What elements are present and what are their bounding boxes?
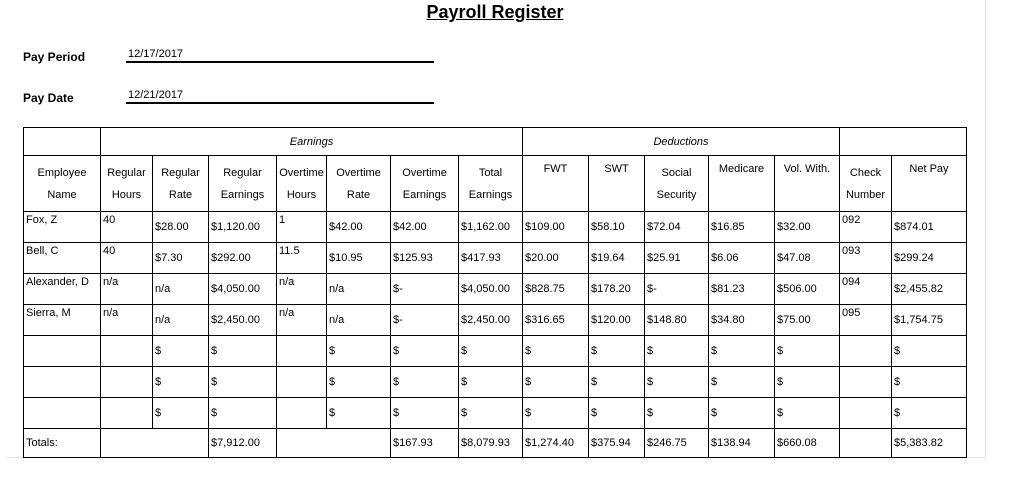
group-spacer bbox=[840, 128, 967, 156]
cell-check[interactable] bbox=[840, 398, 892, 429]
column-header-sublabel: Earnings bbox=[468, 188, 513, 201]
cell-check[interactable]: 094 bbox=[840, 274, 892, 305]
column-header-label: Overtime bbox=[336, 166, 381, 179]
cell-fwt[interactable]: $ bbox=[523, 336, 589, 367]
pay-period-value[interactable]: 12/17/2017 bbox=[126, 48, 434, 63]
cell-ss[interactable]: $72.04 bbox=[645, 212, 709, 243]
cell-vol[interactable]: $ bbox=[775, 367, 840, 398]
column-header-sublabel: Earnings bbox=[402, 188, 447, 201]
earnings-group-header: Earnings bbox=[101, 128, 523, 156]
column-header-label: SWT bbox=[604, 163, 629, 175]
column-header-sublabel: Name bbox=[47, 188, 77, 201]
total-social-security: $246.75 bbox=[645, 429, 709, 458]
table-row bbox=[24, 243, 967, 274]
total-medicare: $138.94 bbox=[709, 429, 775, 458]
cell-ot_rate[interactable]: $42.00 bbox=[327, 212, 391, 243]
cell-name[interactable] bbox=[24, 367, 101, 398]
totals-row bbox=[24, 429, 967, 458]
cell-ot_hours[interactable]: 11.5 bbox=[277, 243, 327, 274]
cell-medicare[interactable]: $81.23 bbox=[709, 274, 775, 305]
table-row bbox=[24, 367, 967, 398]
cell-ot_rate[interactable]: $ bbox=[327, 367, 391, 398]
cell-total[interactable]: $1,162.00 bbox=[459, 212, 523, 243]
totals-label: Totals: bbox=[24, 429, 101, 458]
cell-swt[interactable]: $ bbox=[589, 398, 645, 429]
column-header-label: Employee bbox=[37, 166, 87, 179]
cell-ot_rate[interactable]: n/a bbox=[327, 305, 391, 336]
cell-check[interactable]: 095 bbox=[840, 305, 892, 336]
cell-total[interactable]: $417.93 bbox=[459, 243, 523, 274]
cell-total[interactable]: $2,450.00 bbox=[459, 305, 523, 336]
total-vol-with: $660.08 bbox=[775, 429, 840, 458]
cell-fwt[interactable]: $109.00 bbox=[523, 212, 589, 243]
cell-swt[interactable]: $19.64 bbox=[589, 243, 645, 274]
cell-ss[interactable]: $ bbox=[645, 336, 709, 367]
cell-total[interactable]: $ bbox=[459, 367, 523, 398]
column-header-row bbox=[24, 156, 967, 212]
empty-cell bbox=[840, 429, 892, 458]
group-header-row bbox=[24, 128, 967, 156]
deductions-group-header: Deductions bbox=[523, 128, 840, 156]
pay-date-value[interactable]: 12/21/2017 bbox=[126, 89, 434, 104]
cell-reg_hours[interactable] bbox=[101, 336, 153, 367]
cell-check[interactable] bbox=[840, 367, 892, 398]
table-row bbox=[24, 398, 967, 429]
column-header-sublabel: Hours bbox=[111, 188, 142, 201]
cell-name[interactable] bbox=[24, 398, 101, 429]
table-row bbox=[24, 336, 967, 367]
column-header-vol bbox=[775, 156, 840, 212]
cell-reg_hours[interactable]: n/a bbox=[101, 305, 153, 336]
column-header-label: Regular bbox=[161, 166, 200, 179]
cell-reg_rate[interactable]: $28.00 bbox=[153, 212, 209, 243]
cell-name[interactable]: Fox, Z bbox=[24, 212, 101, 243]
cell-fwt[interactable]: $20.00 bbox=[523, 243, 589, 274]
column-header-ot_rate bbox=[327, 156, 391, 212]
cell-reg_hours[interactable]: n/a bbox=[101, 274, 153, 305]
cell-vol[interactable]: $32.00 bbox=[775, 212, 840, 243]
cell-ot_hours[interactable] bbox=[277, 367, 327, 398]
cell-swt[interactable]: $ bbox=[589, 336, 645, 367]
cell-reg_hours[interactable] bbox=[101, 367, 153, 398]
column-header-swt bbox=[589, 156, 645, 212]
cell-medicare[interactable]: $ bbox=[709, 367, 775, 398]
column-header-label: Social bbox=[661, 166, 692, 179]
group-spacer bbox=[24, 128, 101, 156]
column-header-sublabel: Security bbox=[656, 188, 697, 201]
cell-net[interactable]: $ bbox=[892, 367, 967, 398]
cell-ot_rate[interactable]: n/a bbox=[327, 274, 391, 305]
cell-medicare[interactable]: $34.80 bbox=[709, 305, 775, 336]
column-header-sublabel: Hours bbox=[286, 188, 317, 201]
cell-reg_rate[interactable]: n/a bbox=[153, 305, 209, 336]
cell-reg_rate[interactable]: $ bbox=[153, 367, 209, 398]
cell-ot_earn[interactable]: $ bbox=[391, 398, 459, 429]
column-header-sublabel: Earnings bbox=[220, 188, 265, 201]
table-row bbox=[24, 305, 967, 336]
cell-swt[interactable]: $120.00 bbox=[589, 305, 645, 336]
cell-reg_earn[interactable]: $ bbox=[209, 398, 277, 429]
column-header-sublabel: Rate bbox=[346, 188, 371, 201]
cell-reg_hours[interactable]: 40 bbox=[101, 212, 153, 243]
column-header-label: Medicare bbox=[718, 163, 765, 175]
cell-check[interactable] bbox=[840, 336, 892, 367]
column-header-reg_rate bbox=[153, 156, 209, 212]
cell-reg_earn[interactable]: $ bbox=[209, 336, 277, 367]
cell-fwt[interactable]: $316.65 bbox=[523, 305, 589, 336]
table-row bbox=[24, 212, 967, 243]
cell-ot_rate[interactable]: $10.95 bbox=[327, 243, 391, 274]
cell-reg_rate[interactable]: $7.30 bbox=[153, 243, 209, 274]
cell-ss[interactable]: $- bbox=[645, 274, 709, 305]
cell-reg_rate[interactable]: $ bbox=[153, 336, 209, 367]
column-header-ot_earn bbox=[391, 156, 459, 212]
cell-medicare[interactable]: $ bbox=[709, 398, 775, 429]
cell-ot_rate[interactable]: $ bbox=[327, 336, 391, 367]
column-header-check bbox=[840, 156, 892, 212]
cell-swt[interactable]: $58.10 bbox=[589, 212, 645, 243]
cell-ot_rate[interactable]: $ bbox=[327, 398, 391, 429]
cell-ss[interactable]: $ bbox=[645, 367, 709, 398]
cell-ot_hours[interactable] bbox=[277, 398, 327, 429]
cell-total[interactable]: $4,050.00 bbox=[459, 274, 523, 305]
cell-net[interactable]: $299.24 bbox=[892, 243, 967, 274]
cell-fwt[interactable]: $ bbox=[523, 398, 589, 429]
empty-cell bbox=[277, 429, 391, 458]
column-header-label: FWT bbox=[543, 163, 568, 175]
cell-vol[interactable]: $ bbox=[775, 336, 840, 367]
cell-reg_earn[interactable]: $2,450.00 bbox=[209, 305, 277, 336]
pay-period-label: Pay Period bbox=[23, 50, 86, 64]
cell-net[interactable]: $1,754.75 bbox=[892, 305, 967, 336]
column-header-ot_hours bbox=[277, 156, 327, 212]
cell-ss[interactable]: $25.91 bbox=[645, 243, 709, 274]
pay-date-label: Pay Date bbox=[23, 91, 74, 105]
column-header-sublabel: Rate bbox=[168, 188, 193, 201]
total-earnings: $8,079.93 bbox=[459, 429, 523, 458]
empty-cell bbox=[101, 429, 209, 458]
page-title: Payroll Register bbox=[426, 2, 564, 22]
cell-ot_earn[interactable]: $ bbox=[391, 367, 459, 398]
cell-total[interactable]: $ bbox=[459, 398, 523, 429]
cell-fwt[interactable]: $828.75 bbox=[523, 274, 589, 305]
cell-ot_hours[interactable]: n/a bbox=[277, 274, 327, 305]
cell-medicare[interactable]: $16.85 bbox=[709, 212, 775, 243]
cell-reg_earn[interactable]: $1,120.00 bbox=[209, 212, 277, 243]
column-header-ss bbox=[645, 156, 709, 212]
column-header-label: Overtime bbox=[279, 166, 324, 179]
cell-net[interactable]: $874.01 bbox=[892, 212, 967, 243]
cell-swt[interactable]: $178.20 bbox=[589, 274, 645, 305]
column-header-label: Total bbox=[478, 166, 503, 179]
cell-medicare[interactable]: $ bbox=[709, 336, 775, 367]
column-header-label: Regular bbox=[223, 166, 262, 179]
total-fwt: $1,274.40 bbox=[523, 429, 589, 458]
column-header-label: Net Pay bbox=[909, 163, 949, 175]
column-header-fwt bbox=[523, 156, 589, 212]
cell-reg_rate[interactable]: n/a bbox=[153, 274, 209, 305]
total-swt: $375.94 bbox=[589, 429, 645, 458]
cell-reg_hours[interactable]: 40 bbox=[101, 243, 153, 274]
cell-reg_rate[interactable]: $ bbox=[153, 398, 209, 429]
cell-net[interactable]: $2,455.82 bbox=[892, 274, 967, 305]
cell-ss[interactable]: $148.80 bbox=[645, 305, 709, 336]
column-header-sublabel: Number bbox=[845, 188, 886, 201]
cell-ot_hours[interactable]: 1 bbox=[277, 212, 327, 243]
cell-reg_earn[interactable]: $292.00 bbox=[209, 243, 277, 274]
total-regular-earnings: $7,912.00 bbox=[209, 429, 277, 458]
column-header-total bbox=[459, 156, 523, 212]
column-header-label: Vol. With. bbox=[783, 163, 831, 175]
cell-net[interactable]: $ bbox=[892, 398, 967, 429]
cell-name[interactable]: Alexander, D bbox=[24, 274, 101, 305]
column-header-medicare bbox=[709, 156, 775, 212]
cell-check[interactable]: 092 bbox=[840, 212, 892, 243]
cell-check[interactable]: 093 bbox=[840, 243, 892, 274]
cell-ss[interactable]: $ bbox=[645, 398, 709, 429]
table-row bbox=[24, 274, 967, 305]
cell-total[interactable]: $ bbox=[459, 336, 523, 367]
cell-name[interactable]: Bell, C bbox=[24, 243, 101, 274]
cell-vol[interactable]: $47.08 bbox=[775, 243, 840, 274]
cell-fwt[interactable]: $ bbox=[523, 367, 589, 398]
cell-reg_earn[interactable]: $4,050.00 bbox=[209, 274, 277, 305]
column-header-reg_earn bbox=[209, 156, 277, 212]
cell-net[interactable]: $ bbox=[892, 336, 967, 367]
cell-reg_earn[interactable]: $ bbox=[209, 367, 277, 398]
column-header-label: Check bbox=[849, 166, 882, 179]
cell-name[interactable] bbox=[24, 336, 101, 367]
cell-ot_earn[interactable]: $- bbox=[391, 305, 459, 336]
cell-ot_earn[interactable]: $ bbox=[391, 336, 459, 367]
cell-medicare[interactable]: $6.06 bbox=[709, 243, 775, 274]
column-header-net bbox=[892, 156, 967, 212]
column-header-name bbox=[24, 156, 101, 212]
cell-name[interactable]: Sierra, M bbox=[24, 305, 101, 336]
payroll-register-table bbox=[23, 127, 967, 458]
cell-reg_hours[interactable] bbox=[101, 398, 153, 429]
cell-vol[interactable]: $75.00 bbox=[775, 305, 840, 336]
cell-vol[interactable]: $506.00 bbox=[775, 274, 840, 305]
column-header-label: Overtime bbox=[402, 166, 447, 179]
column-header-reg_hours bbox=[101, 156, 153, 212]
column-header-label: Regular bbox=[107, 166, 146, 179]
cell-swt[interactable]: $ bbox=[589, 367, 645, 398]
cell-ot_hours[interactable]: n/a bbox=[277, 305, 327, 336]
total-overtime-earnings: $167.93 bbox=[391, 429, 459, 458]
cell-ot_earn[interactable]: $125.93 bbox=[391, 243, 459, 274]
cell-ot_earn[interactable]: $42.00 bbox=[391, 212, 459, 243]
cell-vol[interactable]: $ bbox=[775, 398, 840, 429]
cell-ot_earn[interactable]: $- bbox=[391, 274, 459, 305]
total-net-pay: $5,383.82 bbox=[892, 429, 967, 458]
cell-ot_hours[interactable] bbox=[277, 336, 327, 367]
